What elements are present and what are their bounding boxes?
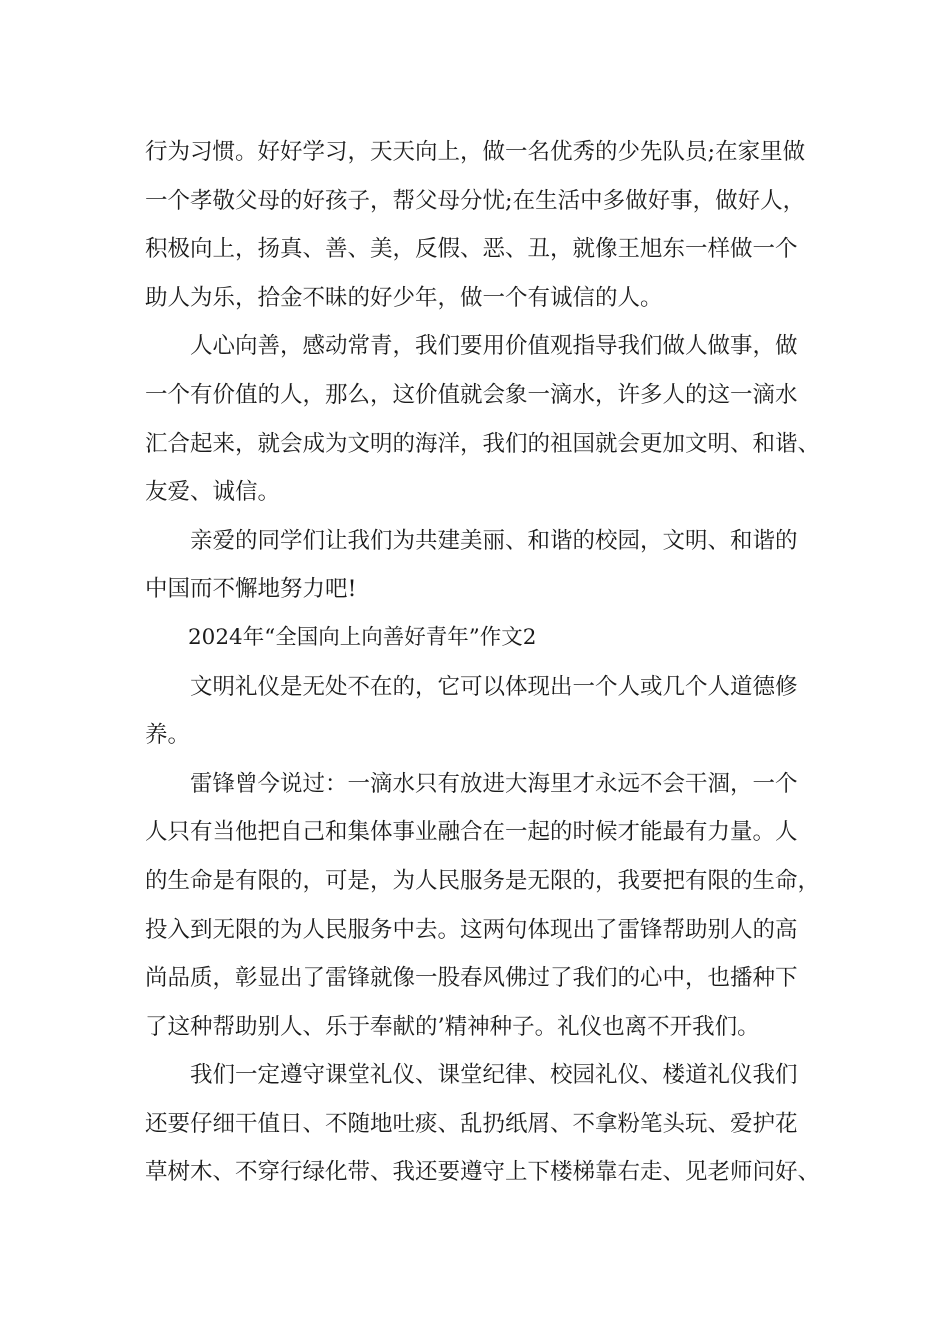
text-line: 一个孝敬父母的好孩子，帮父母分忧;在生活中多做好事，做好人， xyxy=(145,187,806,214)
text-line: 一个有价值的人，那么，这价值就会象一滴水，许多人的这一滴水 xyxy=(145,381,798,408)
text-line: 汇合起来，就会成为文明的海洋，我们的祖国就会更加文明、和谐、 xyxy=(145,430,821,457)
paragraph-first-line: 人心向善，感动常青，我们要用价值观指导我们做人做事，做 xyxy=(190,333,798,360)
text-line: 友爱、诚信。 xyxy=(145,479,281,506)
paragraph-first-line: 我们一定遵守课堂礼仪、课堂纪律、校园礼仪、楼道礼仪我们 xyxy=(190,1062,798,1089)
text-line: 的生命是有限的，可是，为人民服务是无限的，我要把有限的生命， xyxy=(145,867,821,894)
text-line: 人只有当他把自己和集体事业融合在一起的时候才能最有力量。人 xyxy=(145,819,798,846)
text-line: 积极向上，扬真、善、美，反假、恶、丑，就像王旭东一样做一个 xyxy=(145,236,798,263)
text-line: 尚品质，彰显出了雷锋就像一股春风佛过了我们的心中，也播种下 xyxy=(145,965,798,992)
paragraph-first-line: 亲爱的同学们让我们为共建美丽、和谐的校园，文明、和谐的 xyxy=(190,527,798,554)
paragraph-first-line: 文明礼仪是无处不在的，它可以体现出一个人或几个人道德修 xyxy=(190,673,798,700)
text-line: 行为习惯。好好学习，天天向上，做一名优秀的少先队员;在家里做 xyxy=(145,139,806,165)
document-body xyxy=(145,128,830,1197)
paragraph-first-line: 雷锋曾今说过：一滴水只有放进大海里才永远不会干涸，一个 xyxy=(190,770,798,797)
text-line: 养。 xyxy=(145,722,191,749)
text-line: 助人为乐，拾金不昧的好少年，做一个有诚信的人。 xyxy=(145,284,663,311)
section-heading: 2024年“全国向上向善好青年”作文2 xyxy=(188,624,537,650)
text-line: 投入到无限的为人民服务中去。这两句体现出了雷锋帮助别人的高 xyxy=(145,916,798,943)
text-line: 还要仔细干值日、不随地吐痰、乱扔纸屑、不拿粉笔头玩、爱护花 xyxy=(145,1110,798,1137)
text-line: 了这种帮助别人、乐于奉献的’精神种子。礼仪也离不开我们。 xyxy=(145,1013,760,1040)
text-line: 中国而不懈地努力吧! xyxy=(145,576,357,603)
text-line: 草树木、不穿行绿化带、我还要遵守上下楼梯靠右走、见老师问好、 xyxy=(145,1159,821,1186)
